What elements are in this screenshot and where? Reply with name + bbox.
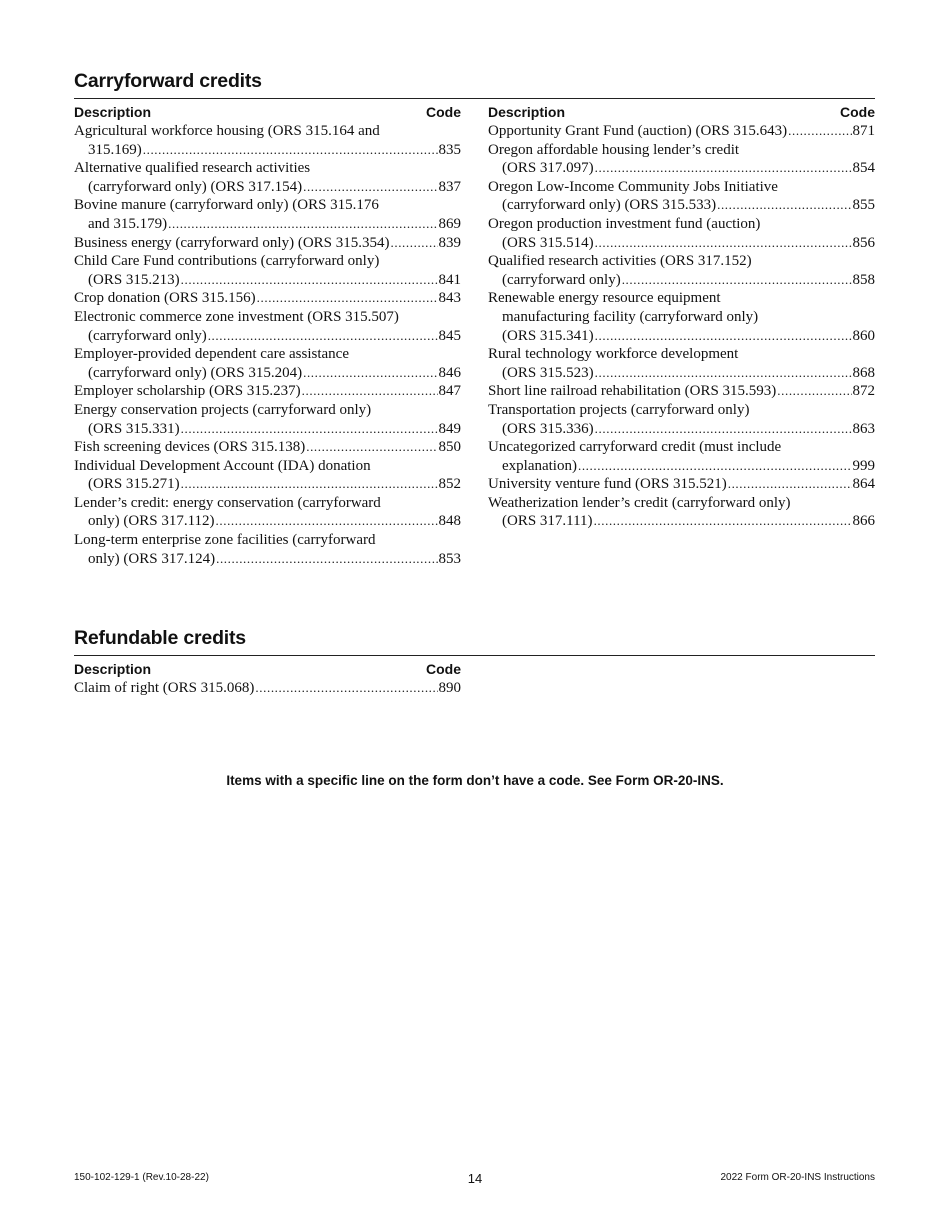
credit-description-line: Renewable energy resource equipment bbox=[488, 290, 721, 307]
credit-entry bbox=[488, 141, 875, 178]
credit-description-line: Long-term enterprise zone facilities (carryforward bbox=[74, 532, 376, 549]
credit-description-text: and 315.179) bbox=[88, 215, 168, 232]
dot-leader bbox=[595, 234, 852, 253]
code-header: Code bbox=[426, 661, 461, 677]
credit-description-last-line bbox=[74, 364, 461, 383]
dot-leader bbox=[302, 382, 438, 401]
credit-description-last-line bbox=[488, 420, 875, 439]
credit-code: 863 bbox=[852, 420, 875, 437]
credit-entry bbox=[488, 178, 875, 215]
credit-entry bbox=[74, 289, 461, 308]
refundable-title: Refundable credits bbox=[74, 627, 246, 649]
credit-description-last-line bbox=[74, 271, 461, 290]
credit-description-line: Uncategorized carryforward credit (must include bbox=[488, 439, 782, 456]
credit-description-last-line bbox=[488, 196, 875, 215]
code-header: Code bbox=[426, 104, 461, 120]
credit-code: 871 bbox=[852, 123, 875, 139]
credit-description-last-line bbox=[74, 550, 461, 569]
credit-entry bbox=[488, 401, 875, 438]
credit-code: 847 bbox=[438, 383, 461, 400]
dot-leader bbox=[595, 159, 852, 178]
credit-description-last-line bbox=[74, 215, 461, 234]
column-header bbox=[74, 103, 461, 122]
dot-leader bbox=[306, 438, 437, 457]
dot-leader bbox=[216, 550, 437, 569]
credit-code: 869 bbox=[438, 215, 461, 232]
credit-description-text: Business energy (carryforward only) (ORS 315.354) bbox=[74, 234, 390, 251]
credit-description-last-line bbox=[488, 327, 875, 346]
credit-entry bbox=[488, 215, 875, 252]
credit-code: 852 bbox=[438, 476, 461, 493]
credit-description-last-line bbox=[74, 512, 461, 531]
credit-code: 850 bbox=[438, 439, 461, 456]
refundable-column bbox=[74, 660, 461, 698]
credit-entry bbox=[74, 457, 461, 494]
description-header: Description bbox=[74, 661, 152, 677]
dot-leader bbox=[303, 178, 437, 197]
credit-description-line: Agricultural workforce housing (ORS 315.164 and bbox=[74, 123, 380, 139]
dot-leader bbox=[391, 234, 438, 253]
credit-description-text: (ORS 317.111) bbox=[502, 513, 593, 530]
refundable-rule bbox=[74, 655, 875, 656]
credit-description-last-line bbox=[74, 475, 461, 494]
credit-code: 855 bbox=[852, 197, 875, 214]
credit-description-last-line bbox=[74, 679, 461, 698]
credit-description-text: (ORS 317.097) bbox=[502, 160, 594, 177]
credit-entry bbox=[488, 438, 875, 475]
credit-list bbox=[488, 122, 875, 531]
document-title: 2022 Form OR-20-INS Instructions bbox=[720, 1172, 875, 1183]
credit-description-line: Individual Development Account (IDA) donation bbox=[74, 457, 371, 474]
credit-description-line: Energy conservation projects (carryforward only) bbox=[74, 401, 372, 418]
credit-entry bbox=[74, 382, 461, 401]
credit-entry bbox=[488, 345, 875, 382]
credit-description-last-line bbox=[488, 457, 875, 476]
credit-description-text: (carryforward only) bbox=[88, 327, 207, 344]
credit-description-text: (carryforward only) (ORS 315.533) bbox=[502, 197, 717, 214]
column-header bbox=[74, 660, 461, 679]
credit-entry bbox=[488, 122, 875, 141]
credit-entry bbox=[74, 679, 461, 698]
page-number: 14 bbox=[467, 1171, 483, 1186]
credit-description-text: (carryforward only) bbox=[502, 271, 621, 288]
credit-entry bbox=[74, 308, 461, 345]
credit-entry bbox=[74, 401, 461, 438]
credit-code: 848 bbox=[438, 513, 461, 530]
credit-list bbox=[74, 122, 461, 568]
dot-leader bbox=[717, 196, 851, 215]
credit-description-last-line bbox=[74, 234, 461, 253]
credit-description-line: Alternative qualified research activities bbox=[74, 160, 311, 177]
column-header bbox=[488, 103, 875, 122]
credit-description-text: 315.169) bbox=[88, 141, 142, 158]
credit-description-text: only) (ORS 317.112) bbox=[88, 513, 215, 530]
dot-leader bbox=[255, 679, 437, 698]
dot-leader bbox=[181, 475, 438, 494]
credit-description-text: (ORS 315.336) bbox=[502, 420, 594, 437]
credit-description-text: Claim of right (ORS 315.068) bbox=[74, 680, 255, 696]
dot-leader bbox=[257, 289, 438, 308]
credit-entry bbox=[488, 382, 875, 401]
carryforward-title: Carryforward credits bbox=[74, 70, 262, 92]
credit-code: 841 bbox=[438, 271, 461, 288]
credit-description-last-line bbox=[488, 475, 875, 494]
credit-entry bbox=[74, 345, 461, 382]
credit-list bbox=[74, 679, 461, 698]
dot-leader bbox=[622, 271, 852, 290]
credit-description-line: Lender’s credit: energy conservation (carryforward bbox=[74, 494, 381, 511]
credit-entry bbox=[488, 252, 875, 289]
credit-description-line: Oregon production investment fund (auction) bbox=[488, 215, 761, 232]
credit-entry bbox=[488, 289, 875, 345]
credit-code: 849 bbox=[438, 420, 461, 437]
credit-description-last-line bbox=[74, 327, 461, 346]
credit-code: 860 bbox=[852, 327, 875, 344]
credit-description-text: (carryforward only) (ORS 317.154) bbox=[88, 178, 303, 195]
credit-description-text: (ORS 315.341) bbox=[502, 327, 594, 344]
dot-leader bbox=[578, 457, 852, 476]
credit-description-text: Opportunity Grant Fund (auction) (ORS 315.643) bbox=[488, 123, 788, 139]
credit-entry bbox=[488, 494, 875, 531]
description-header: Description bbox=[488, 104, 566, 120]
dot-leader bbox=[595, 327, 852, 346]
dot-leader bbox=[595, 420, 852, 439]
carryforward-left-column bbox=[74, 103, 461, 568]
credit-code: 853 bbox=[438, 550, 461, 567]
dot-leader bbox=[143, 141, 438, 160]
dot-leader bbox=[181, 420, 438, 439]
credit-code: 890 bbox=[438, 680, 461, 696]
dot-leader bbox=[181, 271, 438, 290]
credit-description-last-line bbox=[488, 271, 875, 290]
credit-description-line: Oregon affordable housing lender’s credit bbox=[488, 141, 740, 158]
dot-leader bbox=[216, 512, 438, 531]
credit-code: 872 bbox=[852, 383, 875, 400]
carryforward-rule bbox=[74, 98, 875, 99]
credit-description-last-line bbox=[74, 289, 461, 308]
dot-leader bbox=[595, 364, 852, 383]
credit-entry bbox=[74, 234, 461, 253]
credit-code: 856 bbox=[852, 234, 875, 251]
credit-description-text: Employer scholarship (ORS 315.237) bbox=[74, 383, 301, 400]
credit-entry bbox=[74, 252, 461, 289]
credit-code: 868 bbox=[852, 364, 875, 381]
credit-description-last-line bbox=[74, 438, 461, 457]
credit-description-text: (carryforward only) (ORS 315.204) bbox=[88, 364, 303, 381]
credit-entry bbox=[488, 475, 875, 494]
credit-description-last-line bbox=[74, 382, 461, 401]
dot-leader bbox=[777, 382, 851, 401]
credit-description-line: Transportation projects (carryforward only) bbox=[488, 401, 750, 418]
credit-code: 854 bbox=[852, 160, 875, 177]
credit-description-text: Short line railroad rehabilitation (ORS 315.593) bbox=[488, 383, 777, 400]
credit-entry bbox=[74, 196, 461, 233]
credit-description-text: (ORS 315.271) bbox=[88, 476, 180, 493]
credit-description-last-line bbox=[488, 159, 875, 178]
form-number: 150-102-129-1 (Rev.10-28-22) bbox=[74, 1172, 209, 1183]
credit-description-text: (ORS 315.523) bbox=[502, 364, 594, 381]
credit-description-last-line bbox=[74, 420, 461, 439]
credit-description-text: Fish screening devices (ORS 315.138) bbox=[74, 439, 306, 456]
credit-code: 999 bbox=[852, 457, 875, 474]
credit-code: 835 bbox=[438, 141, 461, 158]
credit-code: 837 bbox=[438, 178, 461, 195]
credit-code: 845 bbox=[438, 327, 461, 344]
credit-entry bbox=[74, 531, 461, 568]
credit-description-line: Employer-provided dependent care assistance bbox=[74, 346, 350, 363]
credit-description-last-line bbox=[488, 234, 875, 253]
code-header: Code bbox=[840, 104, 875, 120]
credit-description-text: Crop donation (ORS 315.156) bbox=[74, 290, 256, 307]
code-note: Items with a specific line on the form don’t have a code. See Form OR-20-INS. bbox=[226, 773, 724, 788]
credit-description-last-line bbox=[74, 178, 461, 197]
credit-description-text: only) (ORS 317.124) bbox=[88, 550, 216, 567]
dot-leader bbox=[208, 327, 438, 346]
credit-description-text: (ORS 315.331) bbox=[88, 420, 180, 437]
dot-leader bbox=[303, 364, 437, 383]
dot-leader bbox=[728, 475, 852, 494]
credit-description-last-line bbox=[74, 141, 461, 160]
credit-code: 839 bbox=[438, 234, 461, 251]
credit-description-line: manufacturing facility (carryforward only) bbox=[502, 308, 759, 325]
credit-description-line: Child Care Fund contributions (carryforward only) bbox=[74, 253, 380, 270]
credit-description-line: Weatherization lender’s credit (carryforward only) bbox=[488, 494, 791, 511]
credit-entry bbox=[74, 122, 461, 159]
dot-leader bbox=[168, 215, 437, 234]
credit-entry bbox=[74, 438, 461, 457]
credit-code: 846 bbox=[438, 364, 461, 381]
credit-description-last-line bbox=[488, 512, 875, 531]
credit-description-text: University venture fund (ORS 315.521) bbox=[488, 476, 727, 493]
credit-description-text: (ORS 315.514) bbox=[502, 234, 594, 251]
dot-leader bbox=[594, 512, 852, 531]
dot-leader bbox=[788, 122, 851, 141]
credit-description-line: Rural technology workforce development bbox=[488, 346, 739, 363]
credit-code: 858 bbox=[852, 271, 875, 288]
carryforward-right-column bbox=[488, 103, 875, 531]
credit-description-line: Electronic commerce zone investment (ORS 315.507) bbox=[74, 308, 399, 325]
credit-description-line: Oregon Low-Income Community Jobs Initiative bbox=[488, 178, 778, 195]
credit-code: 843 bbox=[438, 290, 461, 307]
credit-entry bbox=[74, 494, 461, 531]
credit-description-text: (ORS 315.213) bbox=[88, 271, 180, 288]
credit-description-last-line bbox=[488, 382, 875, 401]
credit-description-line: Bovine manure (carryforward only) (ORS 315.176 bbox=[74, 197, 379, 214]
credit-code: 864 bbox=[852, 476, 875, 493]
credit-description-text: explanation) bbox=[502, 457, 577, 474]
credit-description-line: Qualified research activities (ORS 317.152) bbox=[488, 253, 752, 270]
credit-description-last-line bbox=[488, 122, 875, 141]
description-header: Description bbox=[74, 104, 152, 120]
credit-entry bbox=[74, 159, 461, 196]
credit-description-last-line bbox=[488, 364, 875, 383]
credit-code: 866 bbox=[852, 513, 875, 530]
